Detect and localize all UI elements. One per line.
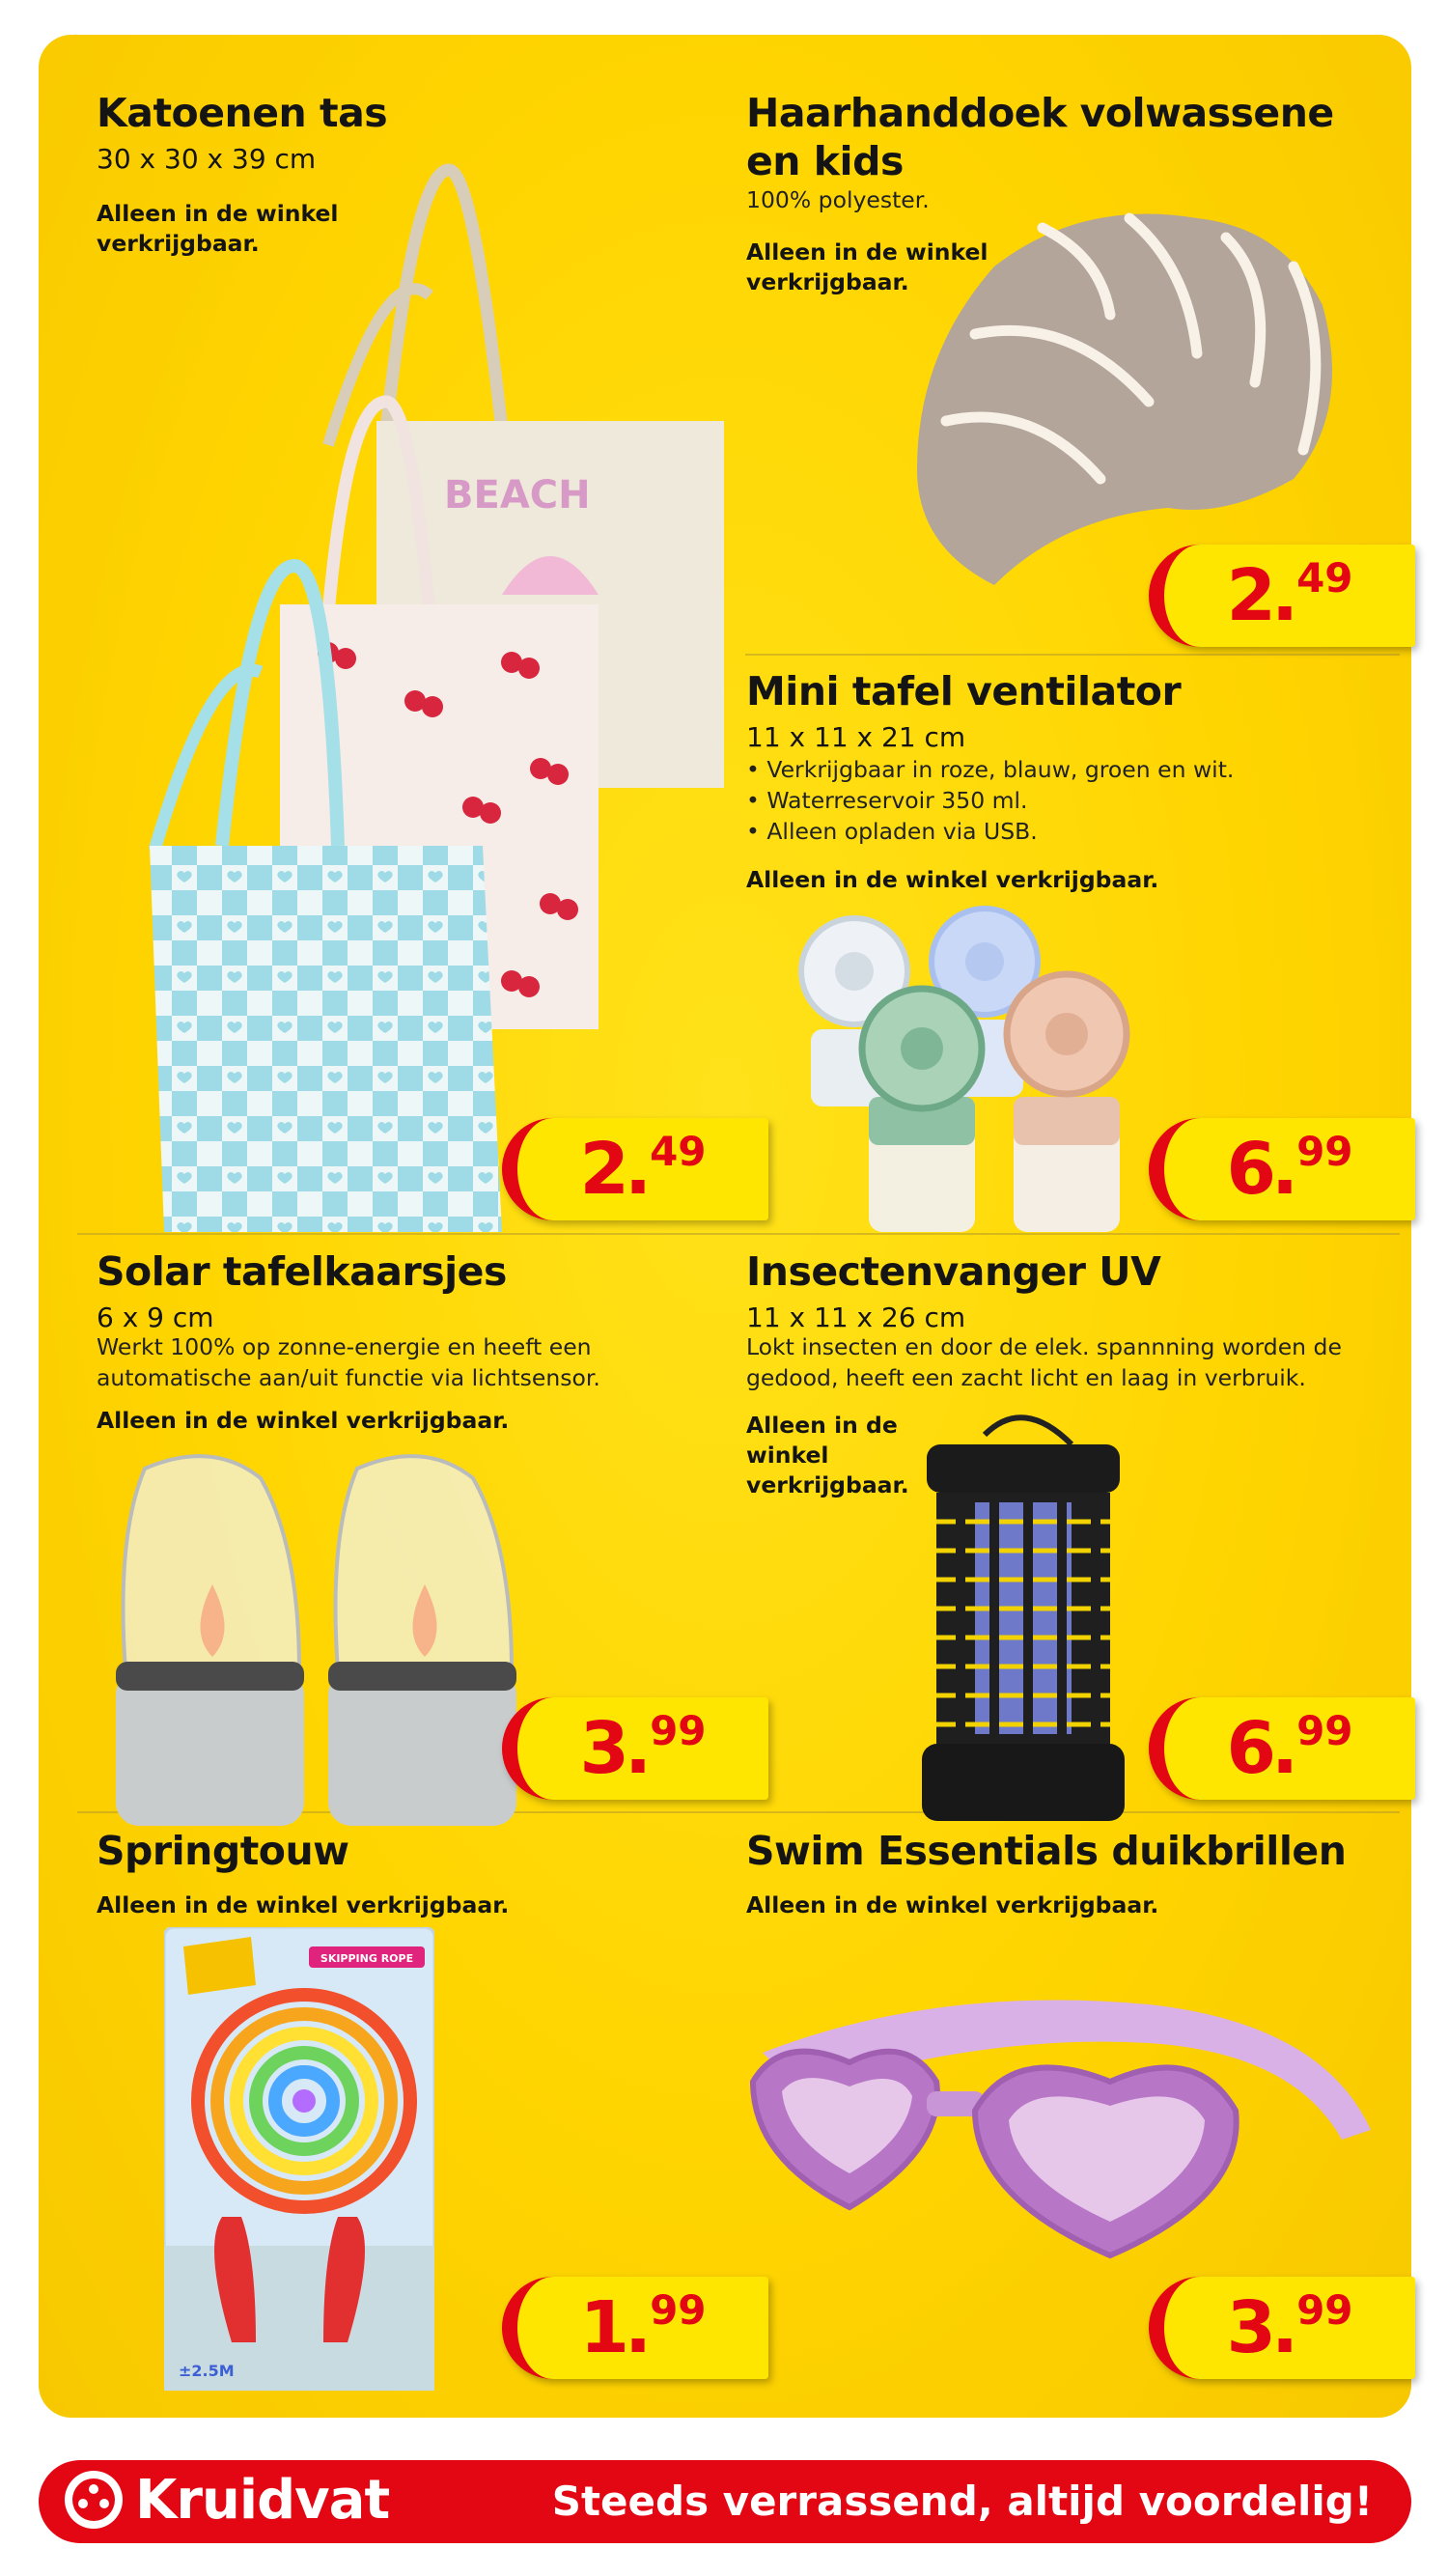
package-label: SKIPPING ROPE bbox=[320, 1952, 414, 1965]
feature-item: • Waterreservoir 350 ml. bbox=[746, 785, 1234, 816]
product-description: 100% polyester. bbox=[746, 186, 930, 213]
availability-note: Alleen in de winkel verkrijgbaar. bbox=[97, 1407, 510, 1434]
price-cents: 99 bbox=[1296, 1128, 1353, 1175]
feature-list bbox=[746, 754, 1234, 847]
tote-bags-image bbox=[97, 112, 753, 1242]
brand-logo[interactable] bbox=[62, 2468, 389, 2532]
bag-print-text: BEACH bbox=[444, 473, 591, 518]
brand-name: Kruidvat bbox=[135, 2468, 390, 2532]
price-cents: 99 bbox=[1296, 2286, 1353, 2334]
product-title: Springtouw bbox=[97, 1828, 349, 1874]
price-euros: 2 bbox=[579, 1128, 627, 1211]
price-euros: 1 bbox=[579, 2286, 627, 2369]
product-title: Haarhanddoek volwassene en kids bbox=[746, 90, 1334, 184]
product-title: Mini tafel ventilator bbox=[746, 668, 1182, 714]
product-description: Werkt 100% op zonne-energie en heeft een automatische aan/uit functie via lichtsensor. bbox=[97, 1333, 600, 1391]
product-dimensions: 30 x 30 x 39 cm bbox=[97, 143, 317, 175]
package-length-label: ±2.5M bbox=[179, 2362, 235, 2380]
product-dimensions: 11 x 11 x 21 cm bbox=[746, 721, 966, 753]
product-title: Insectenvanger UV bbox=[746, 1248, 1161, 1295]
price-euros: 6 bbox=[1226, 1128, 1273, 1211]
availability-note: Alleen in de winkel verkrijgbaar. bbox=[746, 1412, 909, 1498]
availability-note: Alleen in de winkel verkrijgbaar. bbox=[746, 238, 989, 295]
availability-note: Alleen in de winkel verkrijgbaar. bbox=[97, 200, 339, 257]
skipping-rope-image bbox=[164, 1927, 434, 2391]
product-title: Swim Essentials duikbrillen bbox=[746, 1828, 1347, 1874]
price-cents: 99 bbox=[1296, 1707, 1353, 1754]
feature-item: • Verkrijgbaar in roze, blauw, groen en wit. bbox=[746, 754, 1234, 785]
footer-banner bbox=[39, 2460, 1411, 2543]
slogan: Steeds verrassend, altijd voordelig! bbox=[551, 2478, 1373, 2525]
price-euros: 2 bbox=[1226, 554, 1273, 637]
product-title: Katoenen tas bbox=[97, 90, 388, 136]
price-tag: 2 . 49 bbox=[502, 1118, 768, 1220]
availability-note: Alleen in de winkel verkrijgbaar. bbox=[746, 866, 1159, 893]
price-euros: 3 bbox=[1226, 2286, 1273, 2369]
price-tag: 6 . 99 bbox=[1149, 1697, 1415, 1800]
product-description: Lokt insecten en door de elek. spannning worden de gedood, heeft een zacht licht en laag in verbruik. bbox=[746, 1333, 1342, 1391]
price-cents: 99 bbox=[650, 1707, 707, 1754]
availability-note: Alleen in de winkel verkrijgbaar. bbox=[746, 1891, 1159, 1918]
price-tag: 6 . 99 bbox=[1149, 1118, 1415, 1220]
product-title: Solar tafelkaarsjes bbox=[97, 1248, 507, 1295]
feature-item: • Alleen opladen via USB. bbox=[746, 816, 1234, 847]
hair-towel-image bbox=[878, 160, 1361, 604]
solar-candles-image bbox=[106, 1449, 531, 1835]
price-tag: 3 . 99 bbox=[502, 1697, 768, 1800]
price-cents: 49 bbox=[650, 1128, 707, 1175]
price-tag: 1 . 99 bbox=[502, 2277, 768, 2379]
insect-trap-image bbox=[907, 1406, 1139, 1831]
price-tag: 3 . 99 bbox=[1149, 2277, 1415, 2379]
price-cents: 99 bbox=[650, 2286, 707, 2334]
product-dimensions: 6 x 9 cm bbox=[97, 1302, 214, 1333]
swim-goggles-image bbox=[743, 1966, 1400, 2265]
mini-fans-image bbox=[792, 904, 1197, 1242]
product-dimensions: 11 x 11 x 26 cm bbox=[746, 1302, 966, 1333]
price-euros: 6 bbox=[1226, 1707, 1273, 1790]
price-euros: 3 bbox=[579, 1707, 627, 1790]
price-cents: 49 bbox=[1296, 554, 1353, 602]
kruidvat-logo-icon bbox=[62, 2468, 125, 2532]
offer-panel bbox=[39, 35, 1411, 2418]
price-tag: 2 . 49 bbox=[1149, 545, 1415, 647]
availability-note: Alleen in de winkel verkrijgbaar. bbox=[97, 1891, 510, 1918]
divider bbox=[745, 654, 1400, 656]
